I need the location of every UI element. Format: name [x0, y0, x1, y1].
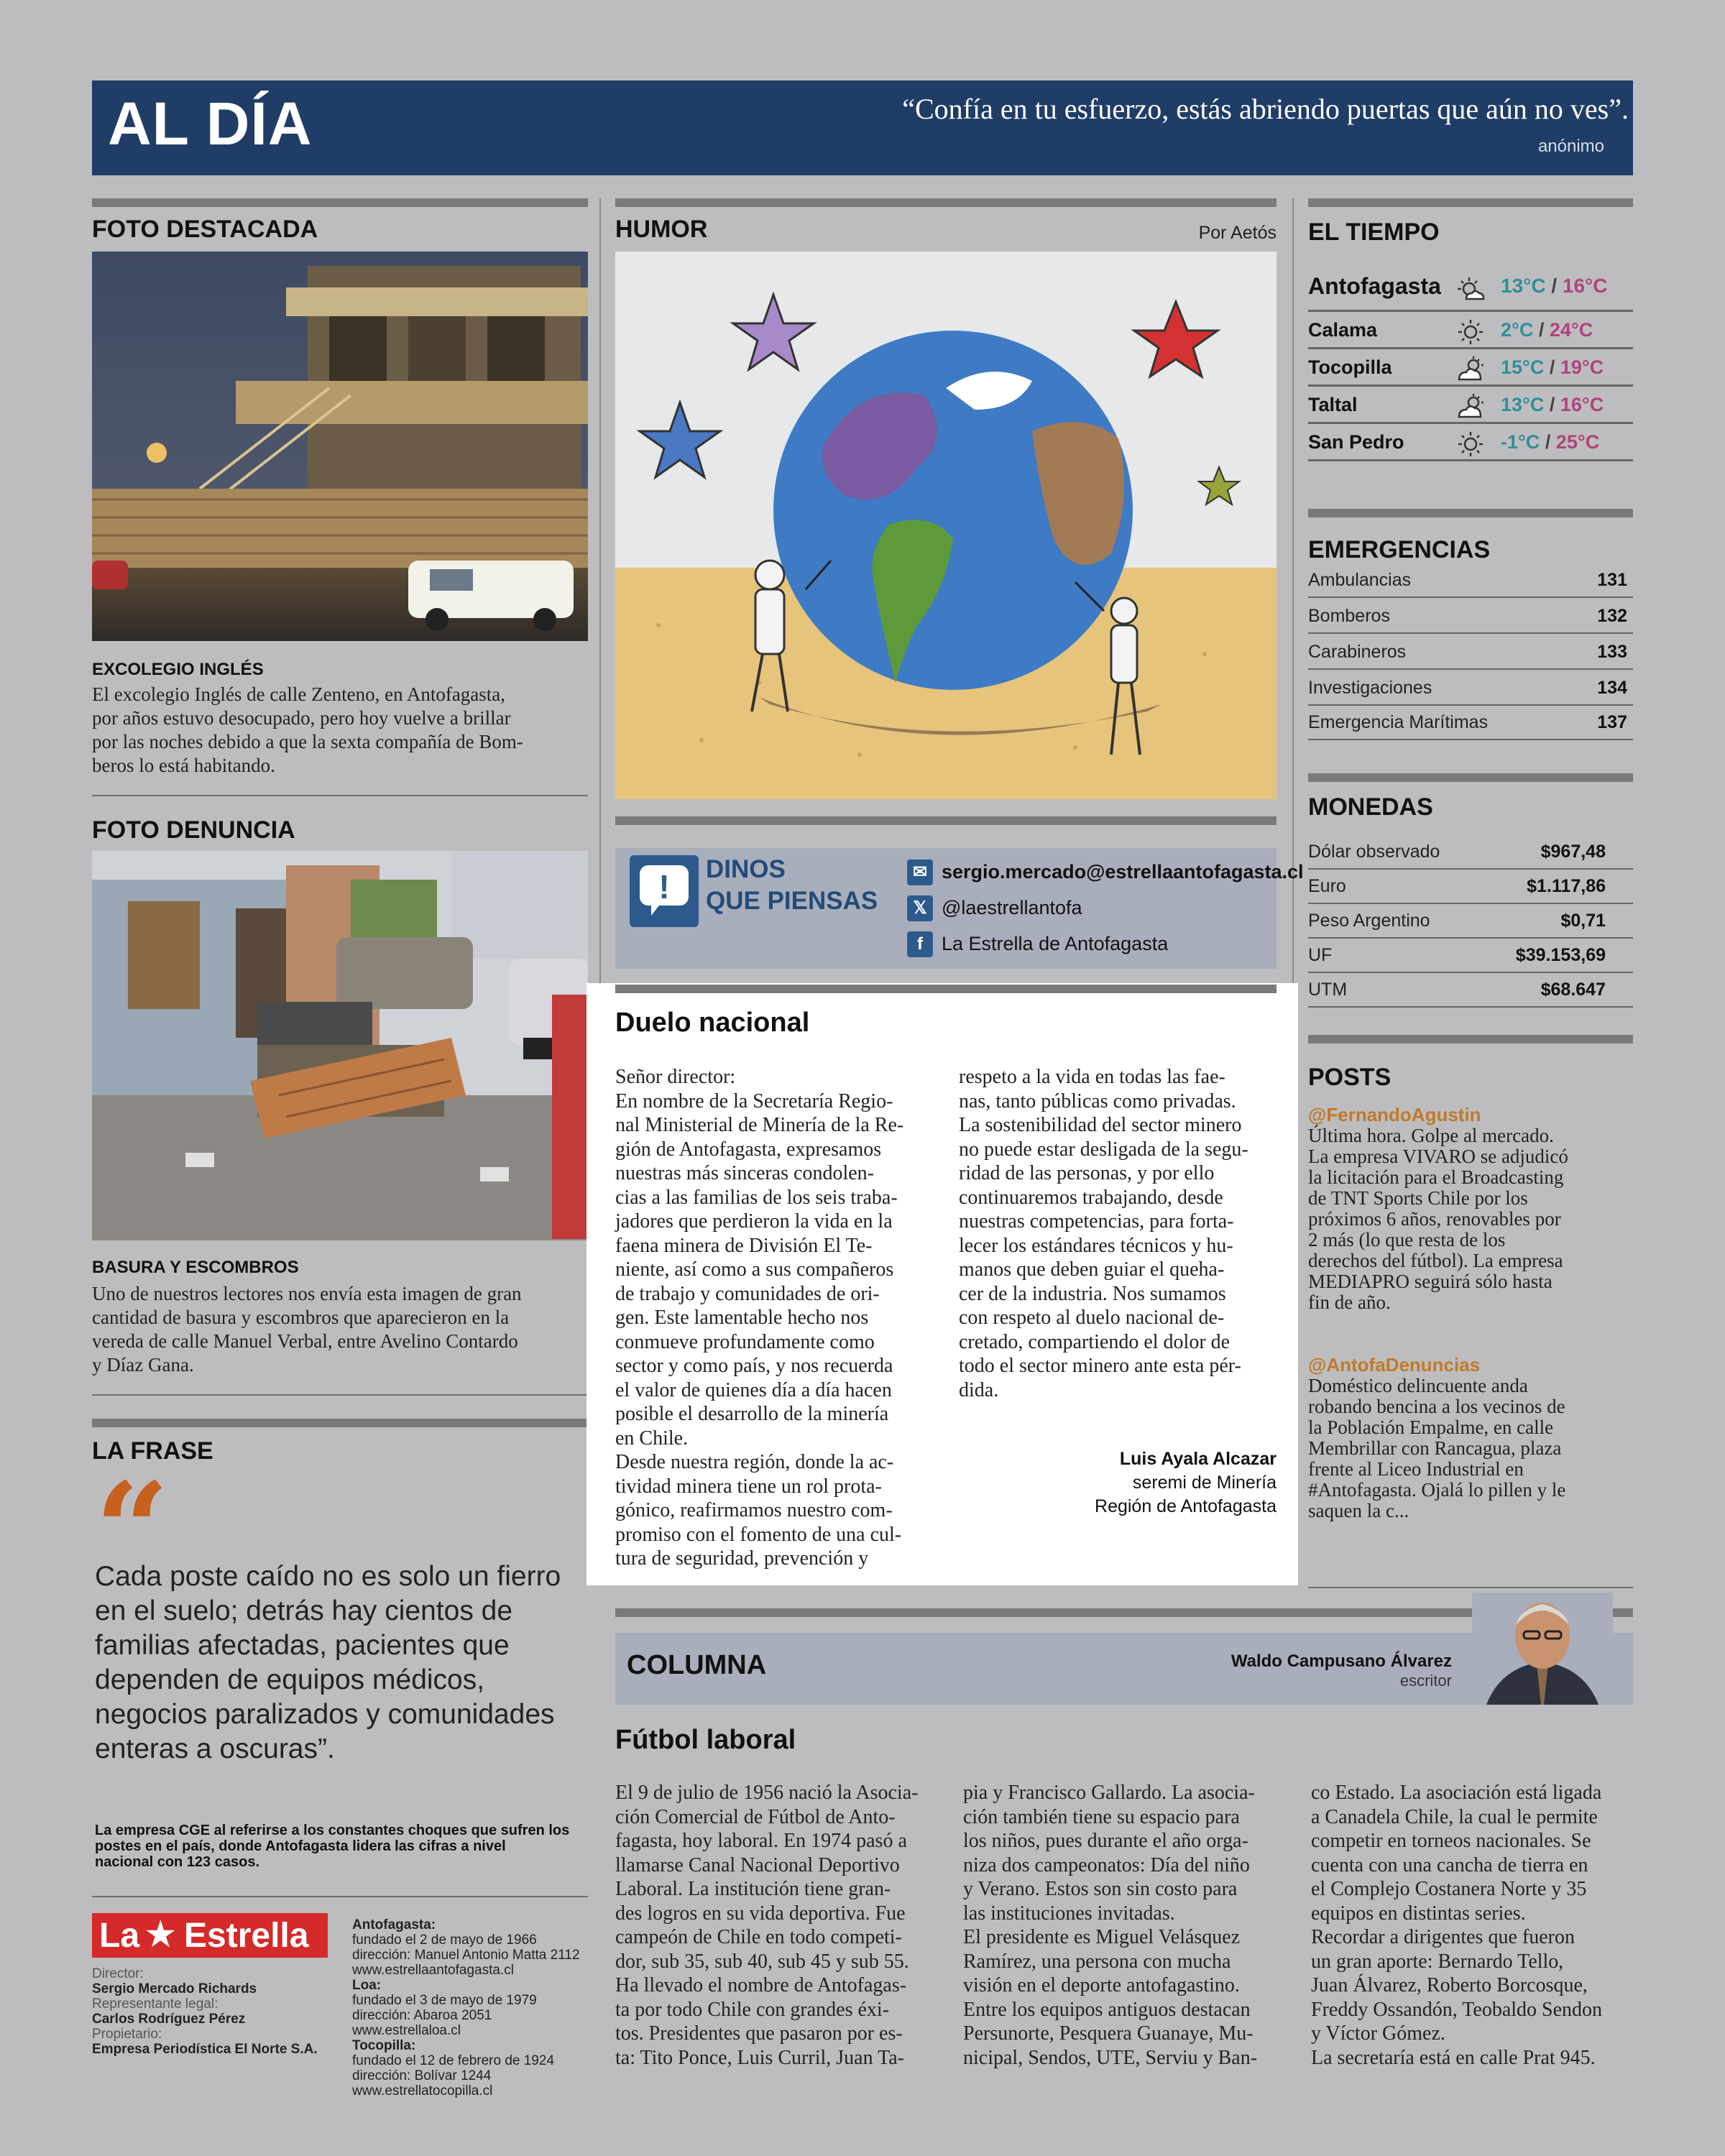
temp-sep: / — [1549, 394, 1555, 415]
editions-info — [352, 1917, 589, 2099]
text-line: nuestras competencias, para forta- — [959, 1210, 1234, 1233]
text-line: gen. Este lamentable hecho nos — [615, 1307, 869, 1329]
edition-line: fundado el 2 de mayo de 1966 — [352, 1932, 537, 1948]
caption-line: y Díaz Gana. — [92, 1354, 194, 1376]
currency-label: Euro — [1308, 876, 1346, 896]
divider — [92, 795, 588, 796]
currency-label: Peso Argentino — [1308, 911, 1430, 931]
text-line: Laboral. La institución tiene gran- — [615, 1878, 891, 1900]
caption-line: beros lo está habitando. — [92, 755, 275, 776]
text-line: Freddy Ossandón, Teobaldo Sendon — [1311, 1998, 1603, 2021]
signature-name: Luis Ayala Alcazar — [1119, 1449, 1276, 1469]
letter-signature — [959, 1447, 1276, 1519]
temp-sep: / — [1551, 275, 1558, 297]
divider — [92, 1394, 588, 1396]
owner-label: Propietario: — [92, 2027, 162, 2042]
complaint-caption — [92, 1282, 588, 1377]
text-line: manos que deben guiar el queha- — [959, 1258, 1225, 1281]
post-line: Última hora. Golpe al mercado. — [1308, 1125, 1554, 1146]
humor-author: Por Aetós — [1198, 223, 1276, 243]
weather-city: San Pedro — [1308, 431, 1404, 453]
emergencies-title: EMERGENCIAS — [1308, 536, 1491, 563]
temp-sep: / — [1545, 431, 1551, 453]
feedback-email-link[interactable]: sergio.mercado@estrellaantofagasta.cl — [942, 861, 1304, 883]
text-line: tividad minera tiene un rol prota- — [615, 1475, 882, 1498]
text-line: las instituciones invitadas. — [963, 1902, 1175, 1925]
text-line: Desde nuestra región, donde la ac- — [615, 1451, 894, 1473]
edition-city: Loa: — [352, 1978, 382, 1993]
emergency-row — [1308, 563, 1633, 598]
currency-value: $68.647 — [1540, 980, 1606, 1000]
emergency-row — [1308, 635, 1633, 670]
text-line: tos. Presidentes que pasaron por es- — [615, 2022, 903, 2045]
text-line: Entre los equipos antiguos destacan — [963, 1998, 1251, 2021]
weather-temps — [1501, 275, 1607, 298]
foto-destacada-title: FOTO DESTACADA — [92, 216, 318, 243]
humor-title: HUMOR — [615, 216, 708, 243]
weather-row-tocopilla — [1308, 351, 1633, 387]
speech-bubble-icon — [630, 855, 699, 927]
temp-high: 16°C — [1560, 394, 1604, 415]
signature-role: seremi de Minería — [1132, 1473, 1276, 1493]
emergency-row — [1308, 706, 1633, 740]
text-line: ridad de las personas, y por ello — [959, 1162, 1215, 1184]
currency-row — [1308, 973, 1633, 1008]
post-line: saquen la c... — [1308, 1500, 1409, 1521]
emergency-number: 131 — [1597, 570, 1627, 590]
post-line: 2 más (lo que resta de los — [1308, 1229, 1506, 1250]
currency-row — [1308, 870, 1633, 904]
post-line: MEDIAPRO seguirá sólo hasta — [1308, 1271, 1552, 1292]
frase-attribution — [95, 1823, 591, 1870]
text-line: visión en el deporte antofagastino. — [963, 1974, 1240, 1996]
text-line: El 9 de julio de 1956 nació la Asocia- — [615, 1782, 919, 1804]
featured-caption-title: EXCOLEGIO INGLÉS — [92, 660, 264, 679]
posts-title: POSTS — [1308, 1064, 1392, 1091]
currency-label: UTM — [1308, 980, 1348, 1000]
text-line: dida. — [959, 1378, 999, 1401]
text-line: un gran aporte: Bernardo Tello, — [1311, 1950, 1564, 1973]
email-icon: ✉ — [907, 860, 933, 885]
frase-line: familias afectadas, pacientes que — [95, 1630, 510, 1661]
edition-line: dirección: Manuel Antonio Matta 2112 — [352, 1948, 580, 1963]
temp-low: 13°C — [1501, 275, 1546, 297]
text-line: y Verano. Estos son sin costo para — [963, 1878, 1238, 1900]
caption-line: por años estuvo desocupado, pero hoy vuelve a brillar — [92, 707, 511, 729]
divider — [92, 1896, 588, 1897]
text-line: sector y como país, y nos recuerda — [615, 1355, 893, 1377]
text-line: cretado, compartiendo el dolor de — [959, 1330, 1230, 1353]
post-line: próximos 6 años, renovables por — [1308, 1208, 1561, 1230]
column-col1 — [615, 1781, 934, 2070]
post-line: de TNT Sports Chile por los — [1308, 1187, 1528, 1209]
text-line: cer de la industria. Nos sumamos — [959, 1282, 1226, 1305]
divider — [1308, 773, 1633, 782]
currencies-title: MONEDAS — [1308, 793, 1433, 821]
edition-city: Antofagasta: — [352, 1917, 436, 1932]
post-line: Membrillar con Rancagua, plaza — [1308, 1437, 1562, 1459]
text-line: cias a las familias de los seis traba- — [615, 1186, 898, 1209]
currency-value: $967,48 — [1540, 842, 1606, 862]
quote-mark-icon: “ — [95, 1455, 170, 1606]
post-handle[interactable]: @FernandoAgustin — [1308, 1104, 1481, 1125]
text-line: campeón de Chile en todo competi- — [615, 1926, 902, 1948]
frase-line: Cada poste caído no es solo un fierro — [95, 1561, 561, 1592]
author-photo — [1472, 1593, 1613, 1705]
caption-line: Uno de nuestros lectores nos envía esta imagen de gran — [92, 1283, 522, 1304]
caption-line: vereda de calle Manuel Verbal, entre Avelino Contardo — [92, 1330, 518, 1352]
header-quote: “Confía en tu esfuerzo, estás abriendo puertas que aún no ves”. — [902, 93, 1629, 125]
edition-line: dirección: Bolívar 1244 — [352, 2068, 492, 2083]
text-line: con respeto al duelo nacional de- — [959, 1307, 1225, 1329]
text-line: el valor de quienes día a día hacen — [615, 1378, 892, 1401]
complaint-photo — [92, 851, 588, 1240]
currency-label: Dólar observado — [1308, 842, 1440, 862]
text-line: El presidente es Miguel Velásquez — [963, 1926, 1241, 1948]
text-line: nal Ministerial de Minería de la Re- — [615, 1114, 904, 1136]
edition-city: Tocopilla: — [352, 2038, 416, 2053]
owner-name: Empresa Periodística El Norte S.A. — [92, 2042, 318, 2057]
post-line: la licitación para el Broadcasting — [1308, 1166, 1564, 1188]
weather-temps — [1501, 356, 1604, 379]
text-line: el Complejo Costanera Norte y 35 — [1311, 1878, 1587, 1900]
text-line: conmueve profundamente como — [615, 1330, 875, 1353]
text-line: faena minera de División El Te- — [615, 1234, 873, 1257]
director-label: Director: — [92, 1966, 144, 1981]
text-line: gónico, reafirmamos nuestro com- — [615, 1499, 893, 1521]
frase-line: en el suelo; detrás hay cientos de — [95, 1595, 513, 1626]
divider — [1308, 509, 1633, 517]
text-line: nicipal, Sendos, UTE, Serviu y Ban- — [963, 2046, 1258, 2069]
logo-text-right: Estrella — [184, 1917, 309, 1955]
cloud-sun-icon — [1456, 392, 1485, 421]
divider — [1308, 1035, 1633, 1044]
weather-city: Tocopilla — [1308, 356, 1392, 378]
divider — [1308, 1587, 1633, 1588]
edition-line: fundado el 3 de mayo de 1979 — [352, 1993, 537, 2008]
text-line: ta: Tito Ponce, Luis Curril, Juan Ta- — [615, 2046, 904, 2069]
temp-low: -1°C — [1501, 431, 1540, 453]
text-line: a Canadela Chile, la cual le permite — [1311, 1805, 1598, 1828]
divider — [615, 985, 1276, 993]
post-handle[interactable]: @AntofaDenuncias — [1308, 1354, 1481, 1376]
post-line: robando bencina a los vecinos de — [1308, 1396, 1565, 1417]
divider — [615, 198, 1276, 207]
temp-high: 16°C — [1562, 275, 1608, 297]
divider — [1308, 198, 1633, 207]
text-line: dor, sub 35, sub 40, sub 45 y sub 55. — [615, 1950, 909, 1973]
staff-credits — [92, 1966, 322, 2057]
weather-city: Taltal — [1308, 394, 1358, 415]
edition-link[interactable]: www.estrellatocopilla.cl — [352, 2083, 493, 2099]
temp-high: 25°C — [1555, 431, 1600, 453]
currency-row — [1308, 835, 1633, 870]
logo-text-left: La — [99, 1917, 140, 1955]
emergency-row — [1308, 599, 1633, 634]
feedback-title-line2: QUE PIENSAS — [706, 887, 878, 915]
emergency-label: Ambulancias — [1308, 570, 1412, 590]
text-line: pia y Francisco Gallardo. La asocia- — [963, 1782, 1255, 1804]
text-line: ción también tiene su espacio para — [963, 1805, 1240, 1828]
emergency-label: Bomberos — [1308, 606, 1390, 626]
weather-temps — [1501, 431, 1599, 453]
legal-label: Representante legal: — [92, 1996, 218, 2012]
director-name: Sergio Mercado Richards — [92, 1981, 257, 1996]
frase-line: dependen de equipos médicos, — [95, 1664, 485, 1695]
feedback-facebook-link[interactable]: La Estrella de Antofagasta — [942, 933, 1169, 954]
feedback-x-link[interactable]: @laestrellantofa — [942, 897, 1082, 918]
la-estrella-logo — [92, 1913, 328, 1958]
text-line: ción Comercial de Fútbol de Anto- — [615, 1805, 896, 1828]
emergency-label: Emergencia Marítimas — [1308, 712, 1489, 732]
edition-link[interactable]: www.estrellaloa.cl — [352, 2023, 461, 2038]
section-brand: AL DÍA — [108, 90, 313, 157]
featured-photo — [92, 252, 588, 641]
emergency-number: 133 — [1597, 642, 1627, 662]
text-line: Señor director: — [615, 1066, 736, 1088]
text-line: niza dos campeonatos: Día del niño — [963, 1853, 1250, 1876]
text-line: lecer los estándares técnicos y hu- — [959, 1234, 1233, 1257]
emergency-label: Investigaciones — [1308, 678, 1432, 698]
weather-row-taltal — [1308, 388, 1633, 424]
column-author-role: escritor — [1399, 1672, 1452, 1690]
text-line: nuestras más sinceras condolen- — [615, 1162, 874, 1184]
emergency-label: Carabineros — [1308, 642, 1407, 662]
text-line: posible el desarrollo de la minería — [615, 1403, 889, 1425]
weather-temps — [1501, 394, 1604, 416]
weather-temps — [1501, 319, 1593, 341]
weather-row-antofagasta — [1308, 269, 1633, 312]
foto-denuncia-title: FOTO DENUNCIA — [92, 816, 295, 844]
temp-sep: / — [1549, 356, 1555, 378]
text-line: Ha llevado el nombre de Antofagas- — [615, 1974, 907, 1996]
text-line: en Chile. — [615, 1427, 689, 1450]
divider — [92, 198, 588, 207]
letter-col2 — [959, 1065, 1276, 1402]
temp-high: 24°C — [1549, 319, 1593, 341]
emergency-number: 137 — [1597, 712, 1627, 732]
text-line: Persunorte, Pesquera Guanaye, Mu- — [963, 2022, 1254, 2045]
caption-line: por las noches debido a que la sexta compañía de Bom- — [92, 731, 523, 752]
text-line: llamarse Canal Nacional Deportivo — [615, 1853, 900, 1876]
post-line: Doméstico delincuente anda — [1308, 1375, 1528, 1396]
post-line: derechos del fútbol). La empresa — [1308, 1250, 1563, 1271]
caption-line: cantidad de basura y escombros que aparecieron en la — [92, 1307, 510, 1328]
text-line: promiso con el fomento de una cul- — [615, 1523, 902, 1546]
emergency-row — [1308, 671, 1633, 706]
text-line: los niños, pues durante el año orga- — [963, 1830, 1248, 1852]
text-line: jadores que perdieron la vida en la — [615, 1210, 893, 1233]
text-line: fagasta, hoy laboral. En 1974 pasó a — [615, 1830, 907, 1852]
attribution-line: nacional con 123 casos. — [95, 1854, 259, 1870]
header-quote-author: anónimo — [1537, 137, 1604, 156]
featured-caption — [92, 683, 588, 778]
star-icon: ★ — [144, 1914, 178, 1955]
exclamation-mark: ! — [658, 868, 670, 906]
currency-row — [1308, 904, 1633, 939]
text-line: nas, tanto públicas como privadas. — [959, 1089, 1236, 1112]
divider — [615, 816, 1276, 825]
text-line: competir en torneos nacionales. Se — [1311, 1830, 1591, 1852]
text-line: Ramírez, una persona con mucha — [963, 1950, 1231, 1973]
edition-line: dirección: Abaroa 2051 — [352, 2008, 492, 2023]
temp-low: 13°C — [1501, 394, 1545, 415]
text-line: no puede estar desligada de la segu- — [959, 1138, 1248, 1161]
post-body — [1308, 1376, 1633, 1521]
frase-line: negocios paralizados y comunidades — [95, 1699, 555, 1730]
temp-sep: / — [1538, 319, 1545, 341]
text-line: En nombre de la Secretaría Regio- — [615, 1089, 893, 1112]
currency-row — [1308, 939, 1633, 973]
temp-low: 2°C — [1501, 319, 1534, 341]
column-label: COLUMNA — [627, 1650, 767, 1680]
currency-value: $1.117,86 — [1527, 876, 1606, 896]
column-col2 — [963, 1781, 1282, 2070]
x-icon: 𝕏 — [907, 895, 933, 921]
text-line: respeto a la vida en todas las fae- — [959, 1066, 1225, 1088]
weather-row-san-pedro — [1308, 425, 1633, 461]
text-line: equipos en distintas series. — [1311, 1902, 1526, 1925]
attribution-line: postes en el país, donde Antofagasta lidera las cifras a nivel — [95, 1838, 506, 1854]
text-line: gión de Antofagasta, expresamos — [615, 1138, 882, 1161]
column-author: Waldo Campusano Álvarez — [1230, 1651, 1452, 1671]
feedback-title-line1: DINOS — [706, 855, 786, 883]
divider — [92, 1419, 588, 1427]
temp-high: 19°C — [1560, 356, 1604, 378]
post-line: La empresa VIVARO se adjudicó — [1308, 1146, 1568, 1167]
temp-low: 15°C — [1501, 356, 1545, 378]
letter-col1 — [615, 1065, 932, 1571]
emergency-number: 132 — [1597, 606, 1627, 626]
text-line: de trabajo y comunidades de ori- — [615, 1282, 880, 1305]
text-line: Juan Álvarez, Roberto Borcosque, — [1311, 1974, 1588, 1996]
post-line: frente al Liceo Industrial en — [1308, 1458, 1524, 1480]
complaint-caption-title: BASURA Y ESCOMBROS — [92, 1258, 299, 1277]
text-line: La secretaría está en calle Prat 945. — [1311, 2046, 1596, 2069]
humor-cartoon — [615, 252, 1276, 799]
facebook-icon: f — [907, 931, 933, 957]
post-line: #Antofagasta. Ojalá lo pillen y le — [1308, 1479, 1566, 1501]
text-line: co Estado. La asociación está ligada — [1311, 1782, 1602, 1804]
sun-cloud-icon — [1456, 276, 1485, 305]
currency-value: $0,71 — [1560, 911, 1606, 931]
post-body — [1308, 1125, 1633, 1313]
emergency-number: 134 — [1597, 678, 1627, 698]
text-line: y Víctor Gómez. — [1311, 2022, 1445, 2045]
weather-title: EL TIEMPO — [1308, 218, 1440, 246]
text-line: continuaremos trabajando, desde — [959, 1186, 1223, 1209]
attribution-line: La empresa CGE al referirse a los constantes choques que sufren los — [95, 1823, 570, 1838]
signature-region: Región de Antofagasta — [1095, 1496, 1276, 1516]
currency-value: $39.153,69 — [1515, 945, 1606, 965]
edition-link[interactable]: www.estrellaantofagasta.cl — [352, 1963, 514, 1978]
post-line: fin de año. — [1308, 1291, 1391, 1313]
text-line: ta por todo Chile con grandes éxi- — [615, 1998, 890, 2021]
text-line: La sostenibilidad del sector minero — [959, 1114, 1242, 1136]
text-line: tura de seguridad, prevención y — [615, 1547, 869, 1570]
currency-label: UF — [1308, 945, 1333, 965]
caption-line: El excolegio Inglés de calle Zenteno, en Antofagasta, — [92, 683, 506, 705]
column-title: Fútbol laboral — [615, 1725, 796, 1755]
weather-city: Calama — [1308, 319, 1378, 341]
la-frase-title: LA FRASE — [92, 1437, 213, 1465]
sun-icon — [1456, 318, 1485, 346]
text-line: des logros en su vida deportiva. Fue — [615, 1902, 906, 1925]
text-line: Recordar a dirigentes que fueron — [1311, 1926, 1575, 1948]
text-line: niente, así como a sus compañeros — [615, 1258, 894, 1281]
edition-line: fundado el 12 de febrero de 1924 — [352, 2053, 555, 2068]
frase-quote — [95, 1560, 591, 1766]
sun-icon — [1456, 430, 1485, 459]
cloud-sun-icon — [1456, 355, 1485, 384]
text-line: todo el sector minero ante esta pér- — [959, 1355, 1241, 1377]
post-line: la Población Empalme, en calle — [1308, 1416, 1554, 1438]
text-line: cuenta con una cancha de tierra en — [1311, 1853, 1588, 1876]
legal-name: Carlos Rodríguez Pérez — [92, 2012, 246, 2027]
column-col3 — [1311, 1781, 1633, 2070]
weather-row-calama — [1308, 313, 1633, 349]
frase-line: enteras a oscuras”. — [95, 1733, 335, 1764]
letter-title: Duelo nacional — [615, 1008, 810, 1038]
weather-city: Antofagasta — [1308, 273, 1441, 299]
